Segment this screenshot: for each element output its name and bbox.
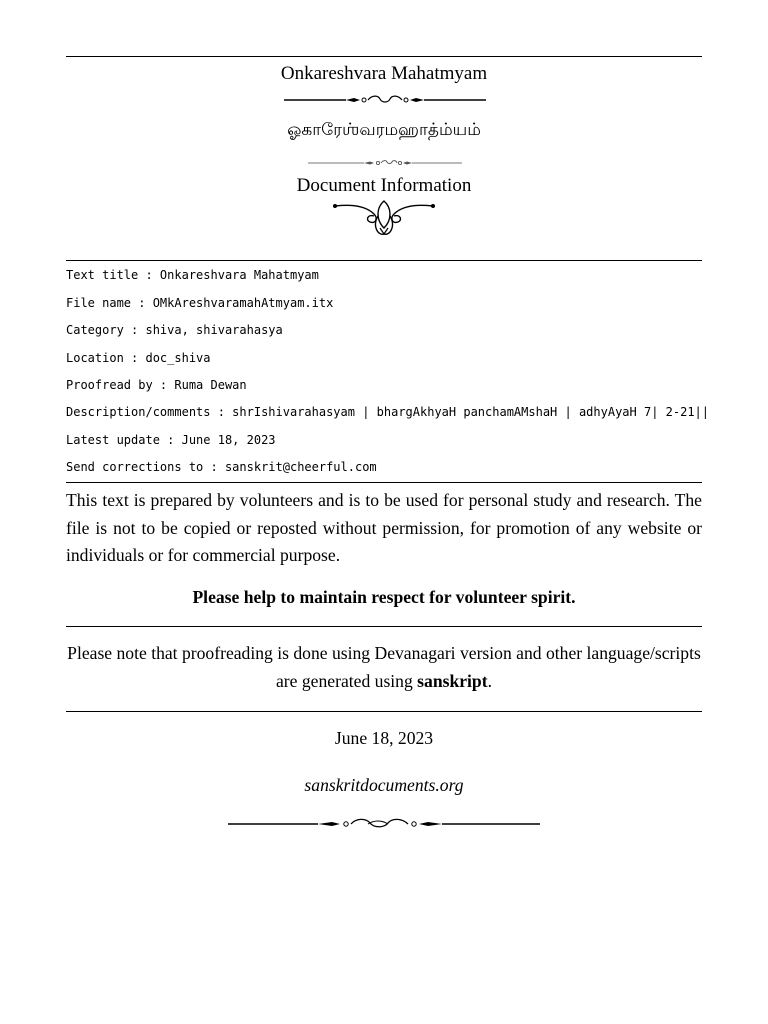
notice-rule xyxy=(66,626,702,627)
info-top-rule xyxy=(66,260,702,261)
sanskript-name: sanskript xyxy=(417,671,488,691)
divider-ornament-icon xyxy=(284,94,486,106)
footer-date: June 18, 2023 xyxy=(334,728,434,748)
footer-ornament-icon xyxy=(228,818,540,830)
volunteer-notice: This text is prepared by volunteers and is to be used for personal study and research. The file is not to be copied or reposted without permission, for promotion of any website or individuals or for commercial purpose. xyxy=(66,490,702,565)
section-title: Document Information xyxy=(296,175,472,196)
info-file-name: File name : OMkAreshvaramahAtmyam.itx xyxy=(66,296,334,310)
small-divider-icon xyxy=(308,158,462,168)
info-proofread-by: Proofread by : Ruma Dewan xyxy=(66,378,247,392)
info-location: Location : doc_shiva xyxy=(66,351,211,365)
info-send-corrections: Send corrections to : sanskrit@cheerful.com xyxy=(66,460,377,474)
info-category: Category : shiva, shivarahasya xyxy=(66,323,283,337)
volunteer-emphasis: Please help to maintain respect for volunteer spirit. xyxy=(192,587,576,607)
tamil-title: ஓகாரேஶ்வரமஹாத்ம்யம் xyxy=(287,120,481,140)
info-latest-update: Latest update : June 18, 2023 xyxy=(66,433,276,447)
info-bottom-rule xyxy=(66,482,702,483)
flourish-ornament-icon xyxy=(332,198,436,238)
proofreading-note-period: . xyxy=(487,671,492,691)
footer-site: sanskritdocuments.org xyxy=(304,775,464,795)
proofreading-note-text: Please note that proofreading is done using Devanagari version and other language/scripts are generated using xyxy=(67,643,701,691)
top-rule xyxy=(66,56,702,57)
info-text-title: Text title : Onkareshvara Mahatmyam xyxy=(66,268,319,282)
note-rule xyxy=(66,711,702,712)
proofreading-note xyxy=(66,639,702,695)
info-description: Description/comments : shrIshivarahasyam | bhargAkhyaH panchamAMshaH | adhyAyaH 7| 2-21|| xyxy=(66,405,709,419)
document-title: Onkareshvara Mahatmyam xyxy=(280,63,488,84)
